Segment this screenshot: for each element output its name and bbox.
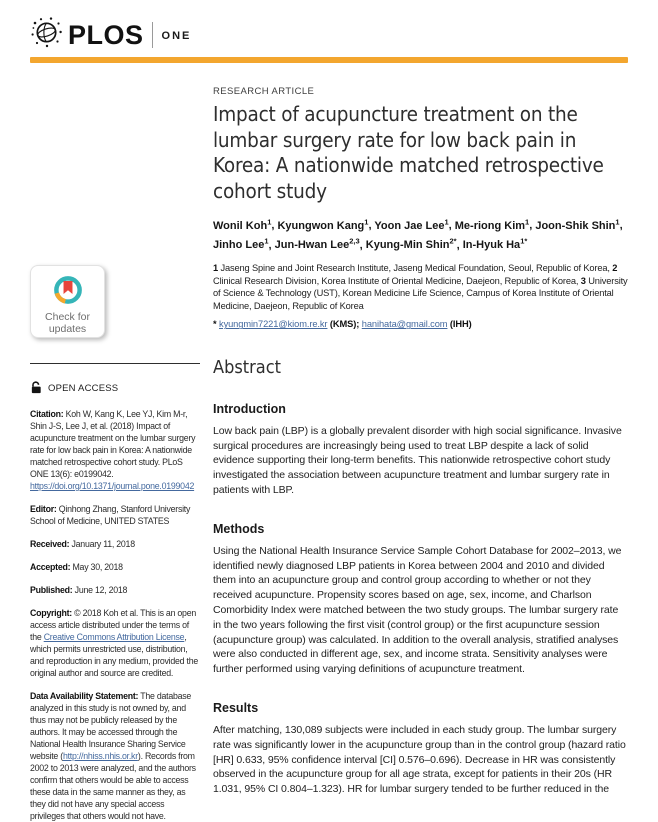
copyright-label: Copyright:: [30, 608, 72, 618]
author: Me-riong Kim$^1$: [454, 217, 530, 232]
copyright-text-post: , which permits unrestricted use, distribution, and reproduction in any medium, provided the original author and source are credited.: [30, 632, 198, 678]
accepted-note: [30, 561, 200, 573]
editor-text: Qinhong Zhang, Stanford University School of Medicine, UNITED STATES: [30, 504, 191, 526]
sidebar-divider: [30, 363, 200, 364]
crossmark-icon: [51, 299, 85, 309]
abstract-methods-heading: Methods: [213, 521, 265, 536]
accepted-label: Accepted:: [30, 562, 71, 572]
data-availability-note: [30, 690, 200, 822]
kicker: RESEARCH ARTICLE: [213, 86, 315, 97]
abstract-results-text: After matching, 130,089 subjects were included in each study group. The lumbar surgery rate was significantly lower in the acupuncture group than in the control group (hazard ratio [HR] 0.633, 95% confidence interval [CI] 0.576–0.696). Decrease in HR was consistently observed in the acupuncture group for all age strata, except for patients in their 20s (HR 1.031, 95% CI 0.804–1.323). HR for lumbar surgery tended to be further reduced in the: [213, 723, 626, 796]
abstract-intro-heading: Introduction: [213, 401, 286, 416]
author-list: Wonil Koh$^1$, Kyungwon Kang$^1$, Yoon Jae Lee$^1$, Me-riong Kim$^1$, Joon-Shik Shin$^1$, Jinho Lee$^1$, Jun-Hwan Lee$^{2,3}$, Kyung-Min Shin$^{2*}$, In-Hyuk $Ha^{1*}$: [213, 217, 623, 252]
correspondence-marker: *: [213, 319, 217, 330]
published-label: Published:: [30, 585, 73, 595]
badge-label: Check for updates: [45, 311, 90, 335]
email-label-ihh: (IHH): [449, 319, 472, 330]
brand-plos: PLOS: [68, 19, 144, 50]
article-main: [213, 63, 628, 822]
email-link-kms[interactable]: kyungmin7221@kiom.re.kr: [219, 319, 328, 330]
email-label-kms: (KMS);: [329, 319, 360, 330]
journal-one: ONE: [161, 30, 192, 42]
citation-note: [30, 408, 200, 492]
logo-divider: [152, 22, 153, 48]
author: Joon-Shik Shin$^1$: [535, 217, 620, 232]
abstract-results-heading: Results: [213, 700, 259, 715]
article-metadata-sidebar: [30, 63, 200, 822]
email-link-ihh[interactable]: hanihata@gmail.com: [361, 319, 448, 330]
copyright-text-pre: © 2018 Koh et al. This is an open access article distributed under the terms of the: [30, 608, 196, 642]
author: Jun-Hwan Lee$^{2,3}$: [274, 236, 360, 252]
copyright-license-link[interactable]: Creative Commons Attribution License: [43, 632, 185, 642]
author: Wonil Koh$^1$: [213, 217, 272, 232]
received-label: Received:: [30, 539, 70, 549]
abstract-methods-text: Using the National Health Insurance Service Sample Cohort Database for 2002–2013, we identified newly diagnosed LBP patients in Korea between 2004 and 2010 and divided them into an acupuncture group and control group according to whether or not they received acupuncture. Propensity scores based on age, sex, income, and Charlson Comorbidity Index were matched between the two study groups. The lumbar surgery rate in the two years following the first visit (control group) or the first acupuncture session (acupuncture group) was calculated. In addition to the overall analysis, stratified analyses were also conducted in different age, sex, and income strata. Sensitivity analyses were further performed using varying definitions of acupuncture treatment.: [213, 544, 622, 676]
open-access-row: [30, 381, 200, 397]
citation-text: Koh W, Kang K, Lee YJ, Kim M-r, Shin J-S, Lee J, et al. (2018) Impact of acupuncture treatment on the lumbar surgery rate for low back pain in Korea: A nationwide matched retrospective cohort study. PLoS ONE 13(6): e0199042.: [30, 409, 196, 479]
abstract-intro-text: Low back pain (LBP) is a globally prevalent disorder with high social significance. Invasive surgical procedures are increasingly being used to treat LBP despite a lack of solid evidence supporting their long-term benefits. This nationwide retrospective cohort study investigated the association between acupuncture treatment and lumbar surgery rate in patients with LBP.: [213, 424, 622, 496]
data-availability-text-post: ). Records from 2002 to 2013 were analyzed, and the authors confirm that others would be able to access these data in the same manner as they, as they did not have any special access privileges that others would not have.: [30, 751, 196, 821]
author: Kyung-Min Shin$^{2*}$: [365, 236, 457, 252]
author: Kyungwon Kang$^1$: [277, 217, 369, 232]
abstract-heading: Abstract: [213, 356, 281, 378]
plos-globe-icon: [30, 16, 63, 54]
data-availability-label: Data Availability Statement:: [30, 691, 139, 701]
published-note: [30, 584, 200, 596]
author: Yoon Jae Lee$^1$: [374, 217, 449, 232]
correspondence-line: [213, 318, 628, 331]
crossmark-badge[interactable]: [30, 265, 105, 338]
open-lock-icon: [30, 381, 43, 397]
data-availability-link[interactable]: http://nhiss.nhis.or.kr: [62, 751, 138, 761]
author: Jinho Lee$^1$: [213, 236, 269, 252]
editor-label: Editor:: [30, 504, 57, 514]
plos-logo: [30, 16, 628, 54]
article-title: Impact of acupuncture treatment on the lumbar surgery rate for low back pain in Korea: A nationwide matched retrospective cohort study: [213, 102, 604, 203]
affiliation-list: 1 Jaseng Spine and Joint Research Institute, Jaseng Medical Foundation, Seoul, Republic of Korea, 2 Clinical Research Division, Korea Institute of Oriental Medicine, Daejeon, Republic of Korea, 3 University of Science & Technology (UST), Korean Medicine Life Science, Campus of Korea Institute of Oriental Medicine, Daejeon, Republic of Korea: [213, 263, 628, 311]
open-access-label: OPEN ACCESS: [48, 383, 119, 394]
editor-note: [30, 503, 200, 527]
accepted-date: May 30, 2018: [72, 562, 123, 572]
page-header: [0, 0, 658, 63]
published-date: June 12, 2018: [74, 585, 128, 595]
citation-doi-link[interactable]: https://doi.org/10.1371/journal.pone.0199042: [30, 481, 195, 491]
copyright-note: [30, 607, 200, 679]
author: In-Hyuk $Ha^{1*}$: [462, 236, 528, 252]
data-availability-text-pre: The database analyzed in this study is not owned by, and thus may not be publicly released by the authors. It may be accessed through the National Health Insurance Sharing Service website (: [30, 691, 192, 761]
received-note: [30, 538, 200, 550]
citation-label: Citation:: [30, 409, 64, 419]
received-date: January 11, 2018: [71, 539, 135, 549]
